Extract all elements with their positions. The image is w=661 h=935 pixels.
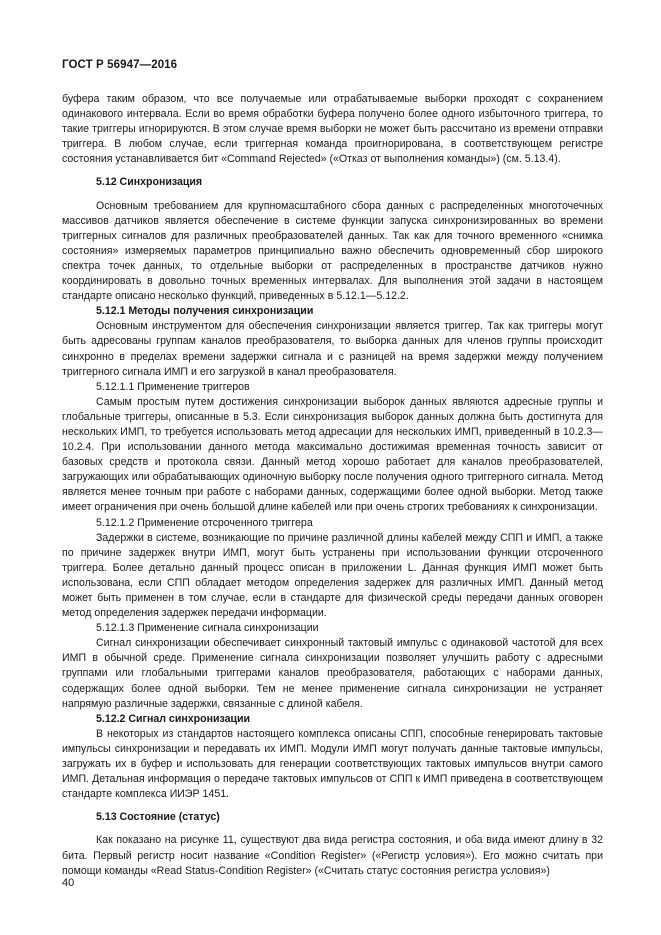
paragraph-delayed-trigger: Задержки в системе, возникающие по причине различной длины кабелей между СПП и ИМП, а также по причине задержек внутри ИМП, могут быть устранены при использовании функции отсроченного триггера. Более детально данный процесс описан в приложении L. Данная функция ИМП может быть использована, если СПП обладает методом определения задержек для различных ИМП. Данный метод может быть применен в том случае, если в стандарте для физической среды передачи данных оговорен метод определения задержек передачи информации. [62,531,603,620]
paragraph-status-registers: Как показано на рисунке 11, существуют два вида регистра состояния, и оба вида имеют длину в 32 бита. Первый регистр носит название «Condition Register» («Регистр условия»). Его можно считать при помощи команды «Read Status-Condition Register» («Считать статус состояния регистра условия») [62,834,603,877]
section-heading-5-12: 5.12 Синхронизация [96,176,203,189]
paragraph-sync-methods: Основным инструментом для обеспечения синхронизации является триггер. Так как триггеры могут быть адресованы группам каналов преобразователя, то выборка данных для членов группы происходит синхронно в пределах времени задержки сигнала и с разницей на время задержки между получением триггерного сигнала ИМП и его загрузкой в канал преобразователя. [62,320,603,378]
document-code-header: ГОСТ Р 56947—2016 [62,59,178,71]
item-heading-5-12-1-1: 5.12.1.1 Применение триггеров [96,380,250,393]
paragraph-sync-signal-use: Сигнал синхронизации обеспечивает синхронный тактовый импульс с одинаковой частотой для всех ИМП в обычной среде. Применение сигнала синхронизации позволяет улучшить работу с адресными группами или глобальными триггерами каналов преобразователя, работающих с наборами данных, содержащих более одной выборки. Тем не менее применение сигнала синхронизации не устраняет напрямую различные задержки, связанные с длиной кабеля. [62,637,603,710]
subsection-heading-5-12-2: 5.12.2 Сигнал синхронизации [96,712,251,725]
page-body [62,92,603,879]
paragraph-sync-intro: Основным требованием для крупномасштабного сбора данных с распределенных многоточечных массивов датчиков является обеспечение в системе функции запуска синхронизированных во времени триггерных сигналов для различных преобразователей данных. Так как для точного временного «снимка состояния» измеряемых параметров принципиально важно обеспечить одновременный сбор широкого спектра точек данных, то отдельные выборки от распределенных в пространстве датчиков нужно координировать в довольно точных временных интервалах. Для выполнения этой задачи в настоящем стандарте описано несколько функций, приведенных в 5.12.1—5.12.2. [62,199,603,303]
item-heading-5-12-1-3: 5.12.1.3 Применение сигнала синхронизации [96,622,319,635]
subsection-heading-5-12-1: 5.12.1 Методы получения синхронизации [96,305,314,318]
section-heading-5-13: 5.13 Состояние (статус) [96,811,220,824]
paragraph-continuation: буфера таким образом, что все получаемые или отрабатываемые выборки проходят с сохранением одинакового интервала. Если во время обработки буфера получено более одного избыточного триггера, то такие триггеры игнорируются. В этом случае время выборки не может быть рассчитано из времени отправки триггера. В любом случае, если триггерная команда проигнорирована, в соответствующем регистре состояния устанавливается бит «Command Rejected» («Отказ от выполнения команды») (см. 5.13.4). [62,93,603,166]
paragraph-sync-signal: В некоторых из стандартов настоящего комплекса описаны СПП, способные генерировать тактовые импульсы синхронизации и передавать их ИМП. Модули ИМП могут получать данные тактовые импульсы, загружать их в буфер и использовать для генерации соответствующих тактовых импульсов внутри самого ИМП. Детальная информация о передаче тактовых импульсов от СПП к ИМП приведена в соответствующем стандарте комплекса ИИЭР 1451. [62,727,603,801]
item-heading-5-12-1-2: 5.12.1.2 Применение отсроченного триггера [96,516,313,529]
paragraph-triggers: Самым простым путем достижения синхронизации выборок данных являются адресные группы и глобальные триггеры, описанные в 5.3. Если синхронизация выборок данных должна быть достигнута для нескольких ИМП, то требуется использовать метод адресации для нескольких ИМП, приведенный в 10.2.3—10.2.4. При использовании данного метода максимально достижимая временная точность зависит от базовых средств и протокола связи. Данный метод хорошо работает для каналов преобразователей, загружающих или обрабатывающих одиночную выборку после получения одного триггерного сигнала. Метод является менее точным при работе с наборами данных, содержащими более одной выборки. Метод также имеет ограничения при очень большой длине кабелей или при очень строгих требованиях к синхронизации. [62,395,603,514]
page-number: 40 [62,877,75,889]
